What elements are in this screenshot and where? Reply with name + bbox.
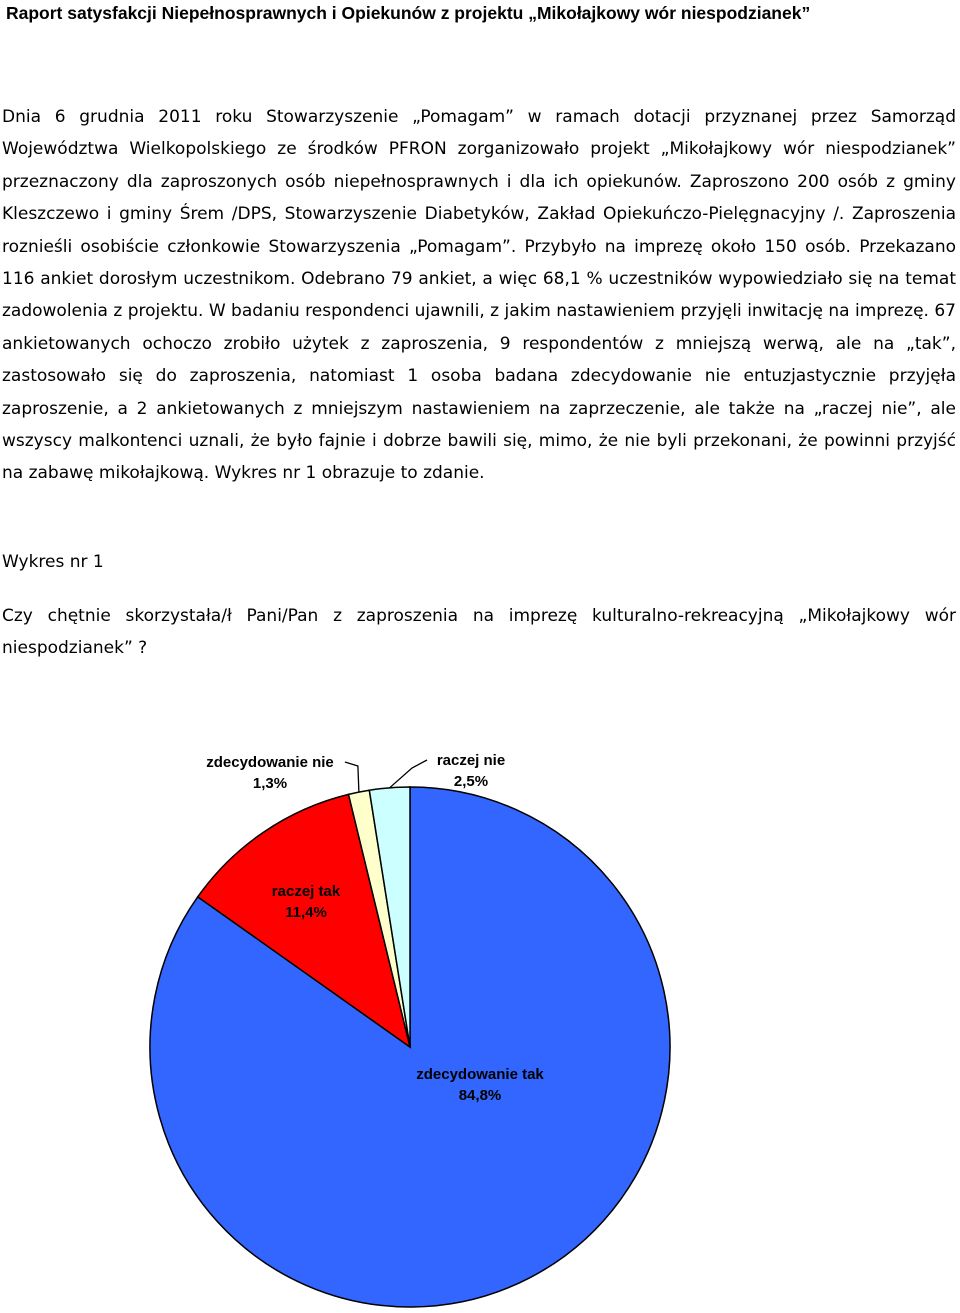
slice-value-label: 2,5% (453, 773, 489, 790)
survey-question: Czy chętnie skorzystała/ł Pani/Pan z zaproszenia na imprezę kulturalno-rekreacyjną „Mikołajkowy wór niespodzianek” ? (2, 606, 956, 659)
report-title: Raport satysfakcji Niepełnosprawnych i Opiekunów z projektu „Mikołajkowy wór niespodzianek” (6, 3, 811, 23)
slice-value-label: 1,3% (252, 775, 288, 792)
slice-value-label: 84,8% (458, 1087, 502, 1104)
slice-category-label: zdecydowanie tak (416, 1066, 544, 1083)
slice-raczej-nie-leader-line (390, 760, 427, 788)
slice-category-label: raczej tak (271, 883, 341, 900)
slice-raczej-nie-label (437, 752, 505, 790)
chart-caption: Wykres nr 1 (2, 552, 104, 572)
slice-zdecydowanie-nie-label (206, 754, 334, 792)
slice-zdecydowanie-nie-leader-line (345, 762, 359, 792)
slice-category-label: zdecydowanie nie (206, 754, 334, 771)
report-paragraph: Dnia 6 grudnia 2011 roku Stowarzyszenie „Pomagam” w ramach dotacji przyznanej przez Samorząd Województwa Wielkopolskiego ze środków PFRON zorganizowało projekt „Mikołajkowy wór niespodzianek” przeznaczony dla zaproszonych osób niepełnosprawnych i dla ich opiekunów. Zaproszono 200 osób z gminy Kleszczewo i gminy Śrem /DPS, Stowarzyszenie Diabetyków, Zakład Opiekuńczo-Pielęgnacyjny /. Zaproszenia roznieśli osobiście członkowie Stowarzyszenia „Pomagam”. Przybyło na imprezę około 150 osób. Przekazano 116 ankiet dorosłym uczestnikom. Odebrano 79 ankiet, a więc 68,1 % uczestników wypowiedziało się na temat zadowolenia z projektu. W badaniu respondenci ujawnili, z jakim nastawieniem przyjęli inwitację na imprezę. 67 ankietowanych ochoczo zrobiło użytek z zaproszenia, 9 respondentów z mniejszą werwą, ale na „tak”, zastosowało się do zaproszenia, natomiast 1 osoba badana zdecydowanie nie entuzjastycznie przyjęła zaproszenie, a 2 ankietowanych z mniejszym nastawieniem na zaprzeczenie, ale także na „raczej nie”, ale wszyscy malkontenci uznali, że było fajnie i dobrze bawili się, mimo, że nie byli przekonani, że powinni przyjść na zabawę mikołajkową. Wykres nr 1 obrazuje to zdanie. (2, 107, 956, 484)
slice-category-label: raczej nie (436, 752, 506, 769)
slice-value-label: 11,4% (285, 904, 327, 921)
pie-chart (0, 730, 960, 1313)
